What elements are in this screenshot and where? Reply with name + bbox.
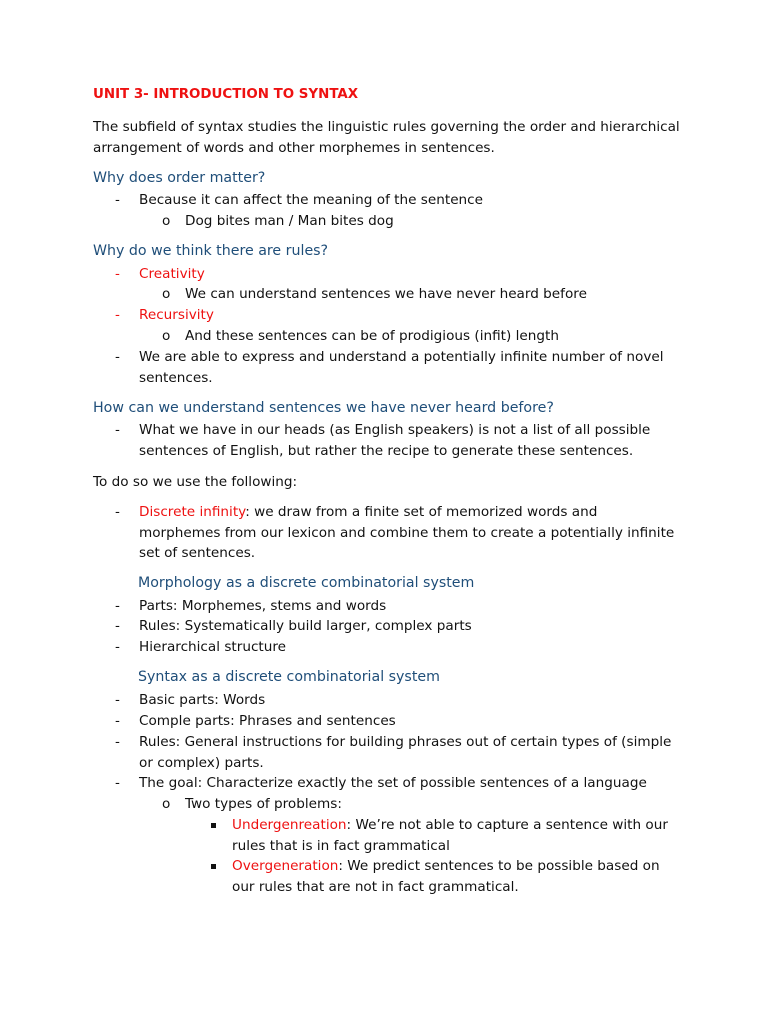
list-item-text: Hierarchical structure bbox=[139, 639, 287, 655]
term-overgeneration: Overgeneration bbox=[232, 858, 339, 874]
heading-morphology: Morphology as a discrete combinatorial system bbox=[138, 575, 475, 591]
list-item bbox=[115, 616, 679, 637]
term-recursivity: Recursivity bbox=[139, 307, 214, 323]
dash-bullet: - bbox=[115, 713, 120, 729]
circle-bullet: o bbox=[162, 796, 171, 812]
list-item-text: Because it can affect the meaning of the sentence bbox=[139, 192, 484, 208]
list-item bbox=[162, 794, 685, 815]
list-item bbox=[162, 211, 685, 232]
list-item-text: We are able to express and understand a potentially infinite number of novel sentences. bbox=[139, 349, 664, 386]
list-item-text: : We predict sentences to be possible based on our rules that are not in fact grammatical. bbox=[232, 858, 660, 895]
term-discrete-infinity: Discrete infinity bbox=[139, 504, 246, 520]
list-item bbox=[232, 815, 672, 856]
list-item bbox=[115, 711, 679, 732]
list-item-text: Parts: Morphemes, stems and words bbox=[139, 598, 387, 614]
list-item bbox=[115, 596, 679, 617]
list-item bbox=[115, 190, 679, 211]
list-item-text: Rules: Systematically build larger, complex parts bbox=[139, 618, 472, 634]
heading-syntax: Syntax as a discrete combinatorial system bbox=[138, 669, 440, 685]
dash-bullet: - bbox=[115, 266, 120, 282]
dash-bullet: - bbox=[115, 734, 120, 750]
list-item bbox=[115, 264, 679, 285]
dash-bullet: - bbox=[115, 618, 120, 634]
list-item bbox=[162, 326, 685, 347]
dash-bullet: - bbox=[115, 504, 120, 520]
dash-bullet: - bbox=[115, 192, 120, 208]
list-item-text: Dog bites man / Man bites dog bbox=[185, 213, 394, 229]
list-item bbox=[115, 502, 679, 564]
circle-bullet: o bbox=[162, 286, 171, 302]
todo-paragraph: To do so we use the following: bbox=[93, 474, 298, 490]
heading-why-rules: Why do we think there are rules? bbox=[93, 243, 329, 259]
intro-paragraph: The subfield of syntax studies the linguistic rules governing the order and hierarchical arrangement of words and other morphemes in sentences. bbox=[93, 119, 680, 156]
list-item-text: Rules: General instructions for building phrases out of certain types of (simple or complex) parts. bbox=[139, 734, 672, 771]
list-item bbox=[115, 690, 679, 711]
list-item bbox=[162, 284, 685, 305]
list-item bbox=[115, 732, 684, 773]
list-item-text: Comple parts: Phrases and sentences bbox=[139, 713, 396, 729]
dash-bullet: - bbox=[115, 307, 120, 323]
list-item-text: : We’re not able to capture a sentence with our rules that is in fact grammatical bbox=[232, 817, 668, 854]
heading-how-understand: How can we understand sentences we have never heard before? bbox=[93, 400, 554, 416]
list-item-text: The goal: Characterize exactly the set of possible sentences of a language bbox=[139, 775, 647, 791]
list-item-text: What we have in our heads (as English speakers) is not a list of all possible sentences of English, but rather the recipe to generate these sentences. bbox=[139, 422, 651, 459]
list-item-text: We can understand sentences we have never heard before bbox=[185, 286, 587, 302]
list-item bbox=[115, 773, 684, 794]
square-bullet bbox=[211, 864, 216, 869]
term-undergeneration: Undergenreation bbox=[232, 817, 347, 833]
dash-bullet: - bbox=[115, 422, 120, 438]
term-creativity: Creativity bbox=[139, 266, 205, 282]
page-title: UNIT 3- INTRODUCTION TO SYNTAX bbox=[93, 87, 359, 102]
dash-bullet: - bbox=[115, 775, 120, 791]
square-bullet bbox=[211, 823, 216, 828]
list-item-text: : we draw from a finite set of memorized words and morphemes from our lexicon and combine them to create a potentially infinite set of sentences. bbox=[139, 504, 675, 561]
dash-bullet: - bbox=[115, 349, 120, 365]
circle-bullet: o bbox=[162, 328, 171, 344]
dash-bullet: - bbox=[115, 692, 120, 708]
dash-bullet: - bbox=[115, 639, 120, 655]
list-item-text: Two types of problems: bbox=[185, 796, 342, 812]
list-item bbox=[115, 637, 679, 658]
heading-why-order: Why does order matter? bbox=[93, 170, 266, 186]
dash-bullet: - bbox=[115, 598, 120, 614]
circle-bullet: o bbox=[162, 213, 171, 229]
list-item bbox=[115, 305, 679, 326]
list-item bbox=[115, 420, 669, 461]
list-item-text: Basic parts: Words bbox=[139, 692, 266, 708]
list-item bbox=[115, 347, 679, 388]
list-item-text: And these sentences can be of prodigious (infit) length bbox=[185, 328, 559, 344]
list-item bbox=[232, 856, 672, 897]
